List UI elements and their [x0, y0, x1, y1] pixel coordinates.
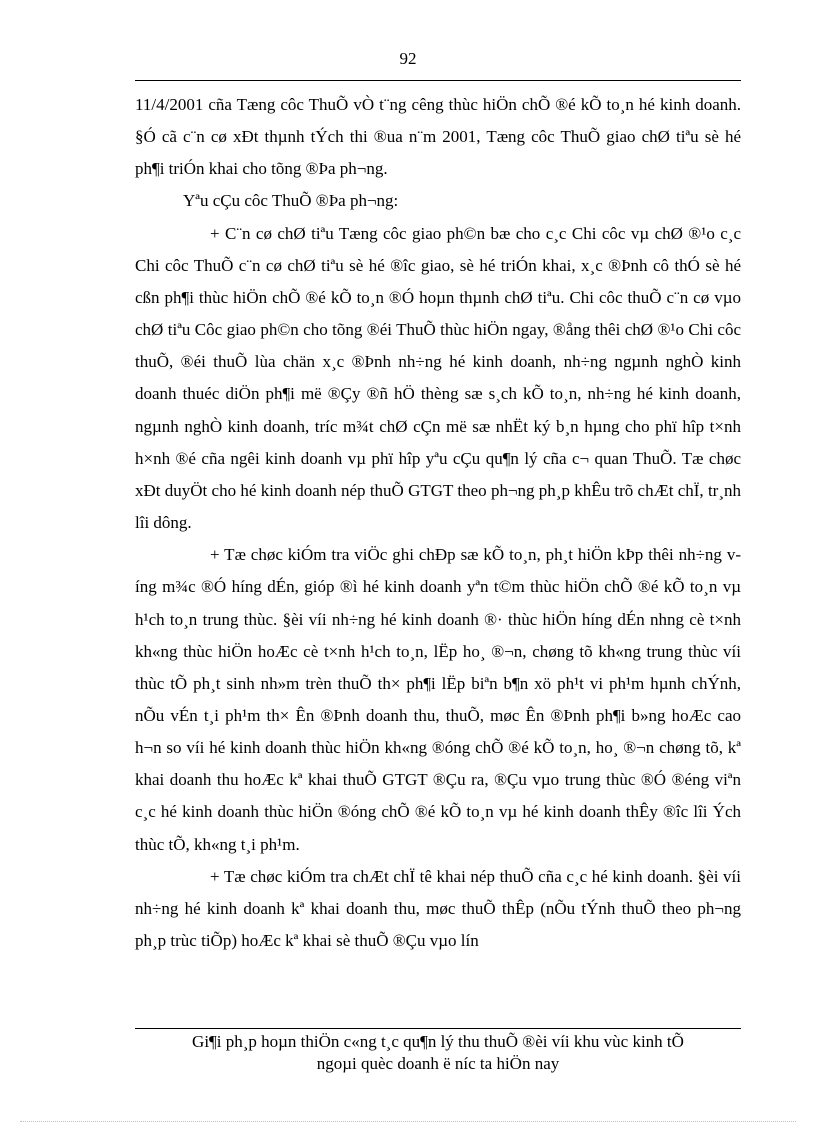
- paragraph-bullet-targets: + C¨n cø chØ tiªu Tæng côc giao ph©n bæ cho c¸c Chi côc vµ chØ ®¹o c¸c Chi côc ThuÕ c¨n cø chØ tiªu sè hé ®îc giao, sè hé triÓn khai, x¸c ®Þnh cô thÓ sè hé cßn ph¶i thùc hiÖn chÕ ®é kÕ to¸n ®Ó hoµn thµnh chØ tiªu. Chi côc thuÕ c¨n cø vµo chØ tiªu Côc giao ph©n cho tõng ®éi ThuÕ thùc hiÖn ngay, ®ång thêi chØ ®¹o Chi côc thuÕ, ®éi thuÕ lùa chän x¸c ®Þnh nh÷ng hé kinh doanh, nh÷ng ngµnh nghÒ kinh doanh thuéc diÖn ph¶i më ®Çy ®ñ hÖ thèng sæ s¸ch kÕ to¸n, nh÷ng hé kinh doanh, ngµnh nghÒ kinh doanh, tríc m¾t chØ cÇn më sæ nhËt ký b¸n hµng cho phï hîp t×nh h×nh ®é cña ngêi kinh doanh vµ phï hîp yªu cÇu qu¶n lý cña c¬ quan ThuÕ. Tæ chøc xÐt duyÖt cho hé kinh doanh nép thuÕ GTGT theo ph¬ng ph¸p khÊu trõ chÆt chÏ, tr¸nh lîi dông.: [135, 223, 741, 533]
- page-edge: [20, 1121, 796, 1122]
- footer: [135, 1031, 741, 1075]
- footer-line-1: Gi¶i ph¸p hoµn thiÖn c«ng t¸c qu¶n lý thu thuÕ ®èi víi khu vùc kinh tÕ: [192, 1032, 684, 1051]
- paragraph-continuation: 11/4/2001 cña Tæng côc ThuÕ vÒ t¨ng cêng thùc hiÖn chÕ ®é kÕ to¸n hé kinh doanh. §Ó cã c¨n cø xÐt thµnh tÝch thi ®ua n¨m 2001, Tæng côc ThuÕ giao chØ tiªu sè hé ph¶i triÓn khai cho tõng ®Þa ph¬ng.: [135, 95, 741, 179]
- footer-line-2: ngoµi quèc doanh ë níc ta hiÖn nay: [316, 1054, 560, 1073]
- paragraph-bullet-declarations: + Tæ chøc kiÓm tra chÆt chÏ tê khai nép thuÕ cña c¸c hé kinh doanh. §èi víi nh÷ng hé kinh doanh kª khai doanh thu, møc thuÕ thÊp (nÕu tÝnh thuÕ theo ph¬ng ph¸p trùc tiÕp) hoÆc kª khai sè thuÕ ®Çu vµo lín: [135, 866, 741, 951]
- body-text: [135, 89, 741, 957]
- page-number: 92: [399, 49, 417, 68]
- paragraph-bullet-inspection: + Tæ chøc kiÓm tra viÖc ghi chÐp sæ kÕ to¸n, ph¸t hiÖn kÞp thêi nh÷ng víng m¾c ®Ó híng dÉn, gióp ®ì hé kinh doanh yªn t©m thùc hiÖn chÕ ®é kÕ to¸n vµ h¹ch to¸n trung thùc. §èi víi nh÷ng hé kinh doanh ®· thùc hiÖn híng dÉn nhng cè t×nh kh«ng thùc hiÖn hoÆc cè t×nh h¹ch to¸n, lËp ho¸ ®¬n, chøng tõ kh«ng trung thùc víi thùc tÕ ph¸t sinh nh»m trèn thuÕ th× ph¶i lËp biªn b¶n xö ph¹t vi ph¹m hµnh chÝnh, nÕu vÉn t¸i ph¹m th× Ên ®Þnh doanh thu, thuÕ, møc Ên ®Þnh ph¶i b»ng hoÆc cao h¬n so víi hé kinh doanh thùc hiÖn kh«ng ®óng chÕ ®é kÕ to¸n, ho¸ ®¬n chøng tõ, kª khai doanh thu hoÆc kª khai thuÕ GTGT ®Çu ra, ®Çu vµo trung thùc ®Ó ®éng viªn c¸c hé kinh doanh thùc hiÖn ®óng chÕ ®é kÕ to¸n vµ hé kinh doanh thÊy ®îc lîi Ých thùc tÕ, kh«ng t¸i ph¹m.: [135, 545, 741, 854]
- paragraph-requirements-heading: Yªu cÇu côc ThuÕ ®Þa ph¬ng:: [183, 191, 399, 211]
- header-rule: [135, 80, 741, 81]
- footer-rule: [135, 1028, 741, 1029]
